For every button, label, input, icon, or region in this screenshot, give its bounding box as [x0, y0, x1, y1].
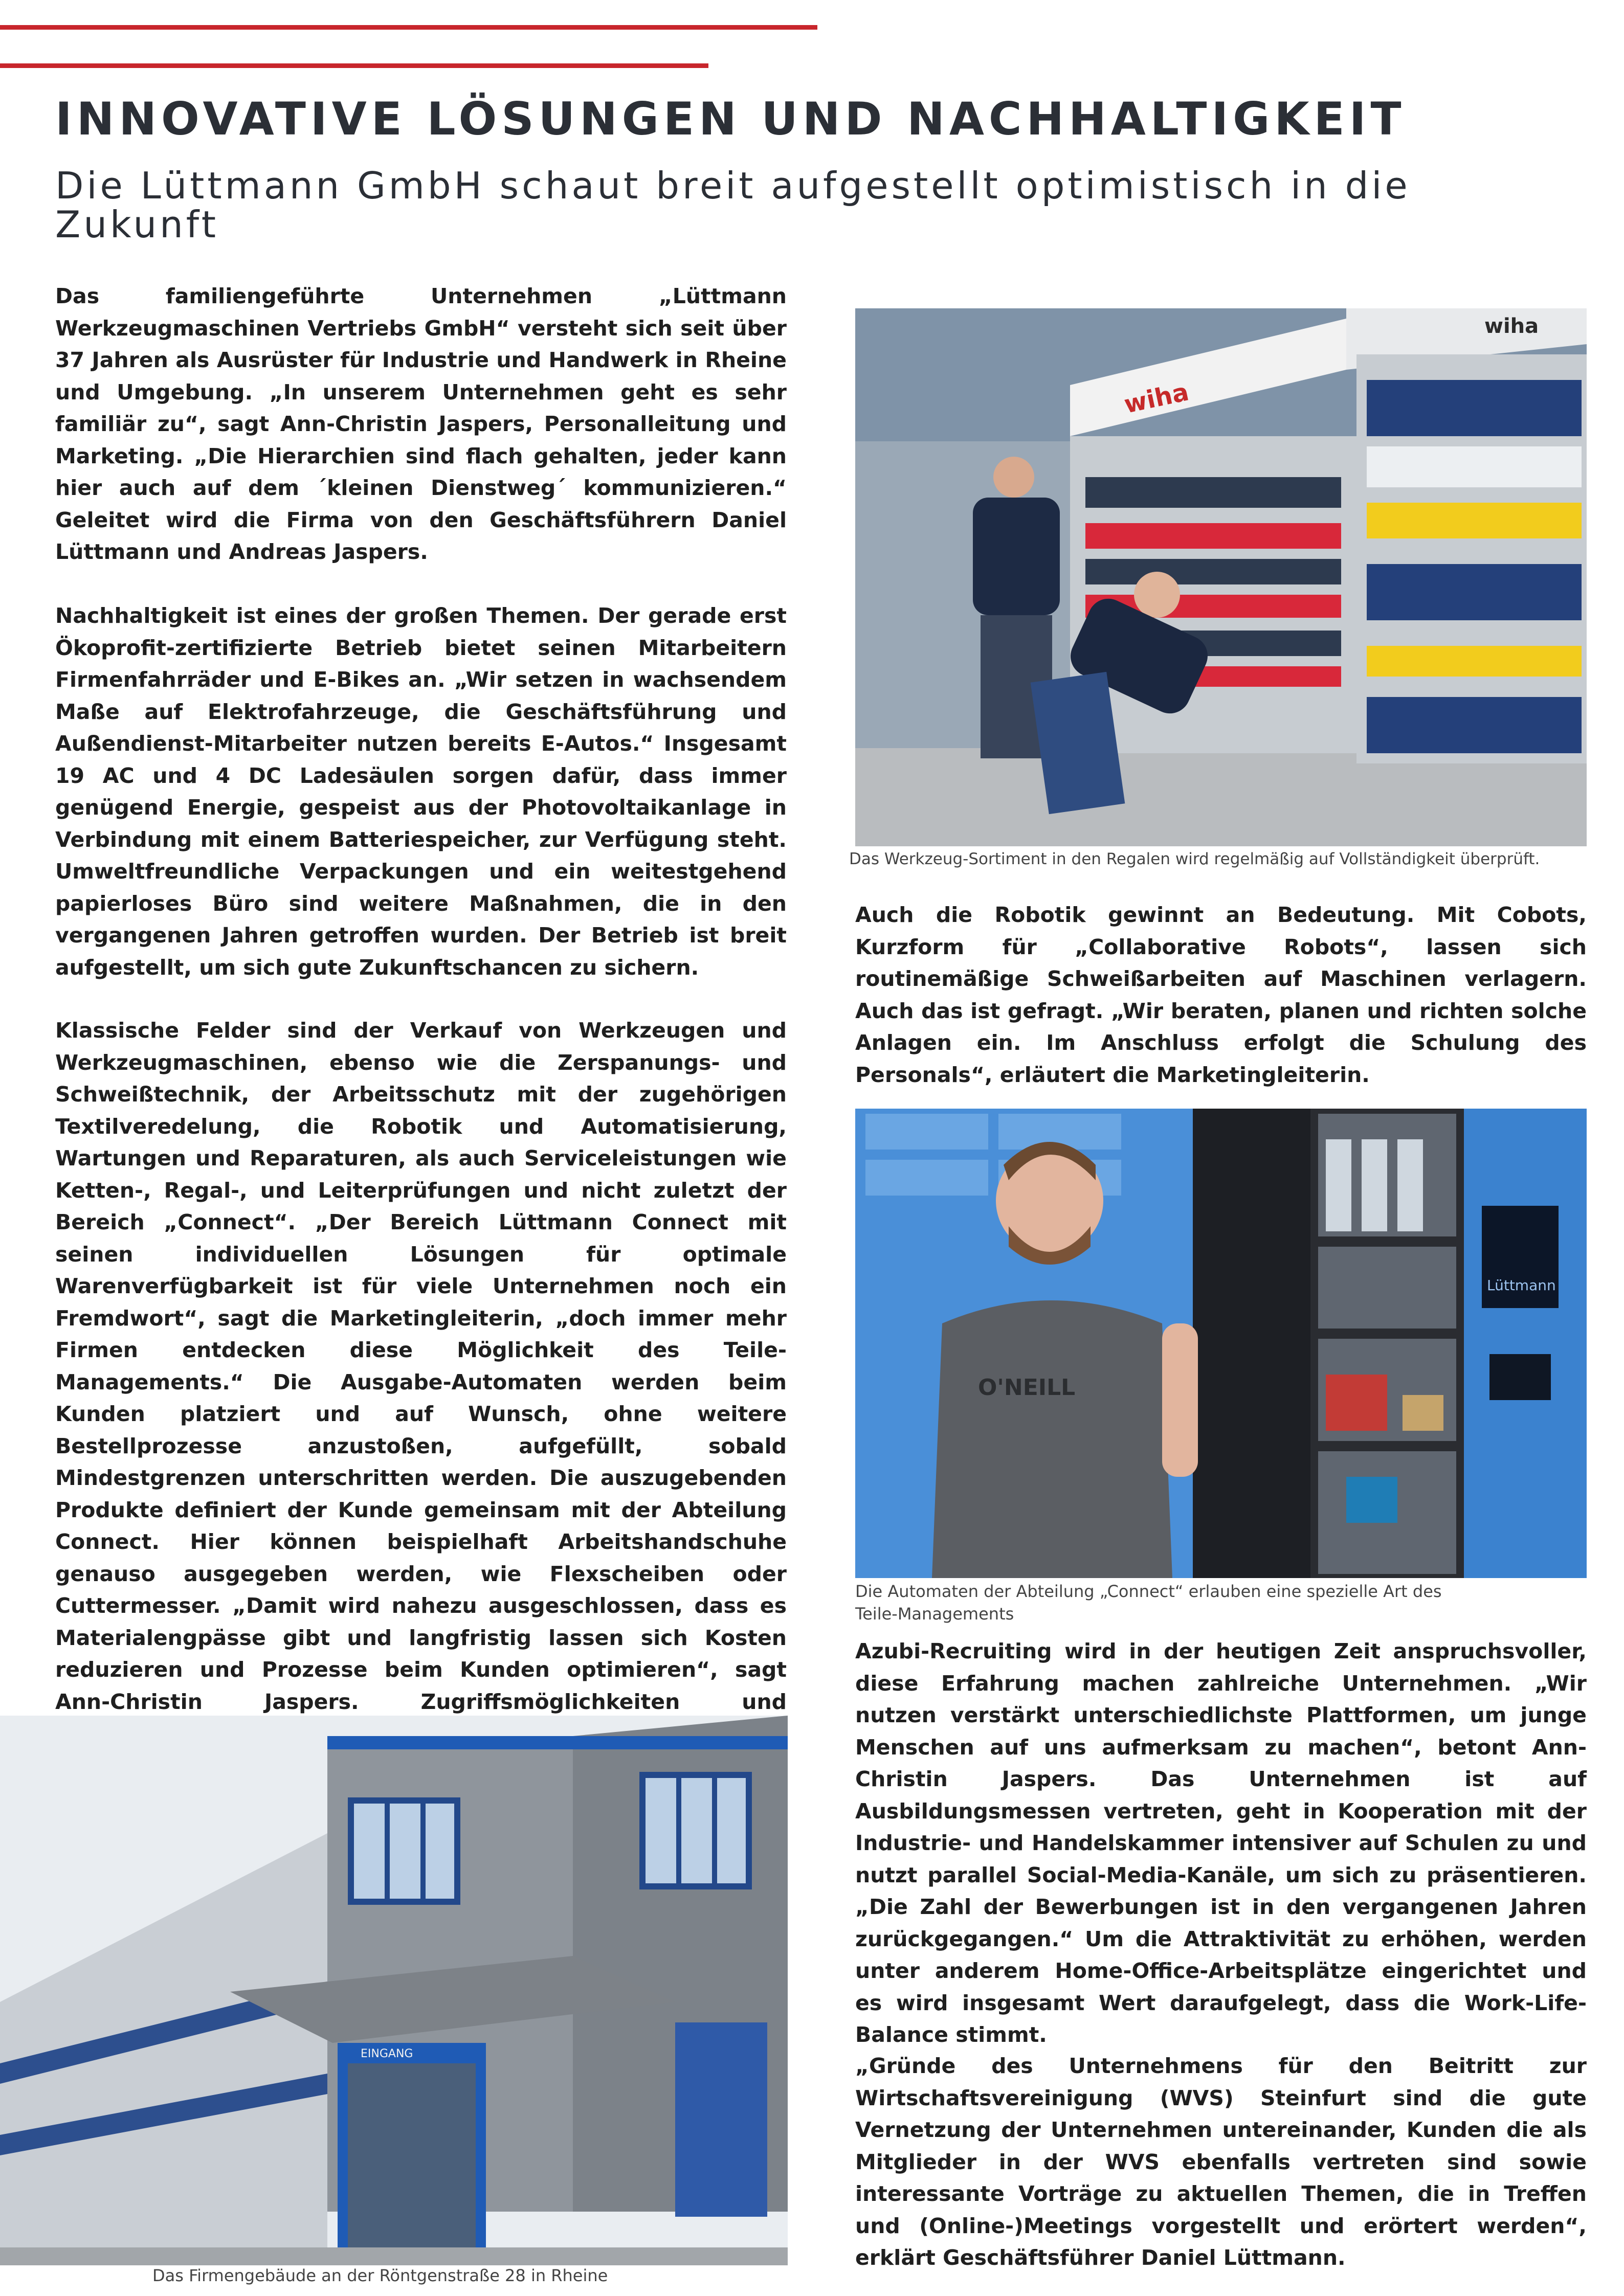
vending-machine-photo	[855, 1109, 1587, 1578]
article-paragraph-5: Azubi-Recruiting wird in der heutigen Zeit anspruchsvoller, diese Erfahrung machen zahlreiche Unternehmen. „Wir nutzen verstärkt unterschiedlichste Plattformen, um junge Menschen auf uns aufmerksam zu machen“, betont Ann-Christin Jaspers. Das Unternehmen ist auf Ausbildungsmessen vertreten, geht in Kooperation mit der Industrie- und Handelskammer intensiver auf Schulen zu und nutzt parallel Social-Media-Kanäle, um sich zu präsentieren. „Die Zahl der Bewerbungen ist in den vergangenen Jahren zurückgegangen.“ Um die Attraktivität zu erhöhen, werden unter anderem Home-Office-Arbeitsplätze eingerichtet und es wird insgesamt Wert daraufgelegt, dass die Work-Life-Balance stimmt.	[855, 1639, 1587, 2047]
building-caption: Das Firmengebäude an der Röntgenstraße 28 in Rheine	[152, 2266, 608, 2285]
article-paragraph-6: „Gründe des Unternehmens für den Beitritt zur Wirtschaftsvereinigung (WVS) Steinfurt sind die gute Vernetzung der Unternehmen untereinander, Kunden die als Mitglieder in der WVS ebenfalls vertreten sind sowie interessante Vorträge zu aktuellen Themen, die in Treffen und (Online-)Meetings vorgestellt und erörtert werden“, erklärt Geschäftsführer Daniel Lüttmann.	[855, 2054, 1587, 2270]
machine-screen-text: Lüttmann	[1487, 1277, 1556, 1294]
page-subtitle: Die Lüttmann GmbH schaut breit aufgestellt optimistisch in die Zukunft	[55, 164, 1411, 246]
wiha-sign-text-2: wiha	[1484, 314, 1539, 338]
article-paragraph-2: Nachhaltigkeit ist eines der großen Themen. Der gerade erst Ökoprofit-zertifizierte Betrieb bietet seinen Mitarbeitern Firmenfahrräder und E-Bikes an. „Wir setzen in wachsendem Maße auf Elektrofahrzeuge, die Geschäftsführung und Außendienst-Mitarbeiter nutzen bereits E-Autos.“ Insgesamt 19 AC und 4 DC Ladesäulen sorgen dafür, dass immer genügend Energie, gespeist aus der Photovoltaikanlage in Verbindung mit einem Batteriespeicher, zur Verfügung steht. Umweltfreundliche Verpackungen und ein weitestgehend papierloses Büro sind weitere Maßnahmen, die in den vergangenen Jahren getroffen wurden. Der Betrieb ist breit aufgestellt, um sich gute Zukunftschancen zu sichern.	[55, 603, 787, 980]
article-paragraph-1: Das familiengeführte Unternehmen „Lüttmann Werkzeugmaschinen Vertriebs GmbH“ versteht sich seit über 37 Jahren als Ausrüster für Industrie und Handwerk in Rheine und Umgebung. „In unserem Unternehmen geht es sehr familiär zu“, sagt Ann-Christin Jaspers, Personalleitung und Marketing. „Die Hierarchien sind flach gehalten, jeder kann hier auch auf dem ´kleinen Dienstweg´ kommunizieren.“ Geleitet wird die Firma von den Geschäftsführern Daniel Lüttmann und Andreas Jaspers.	[55, 284, 787, 564]
wiha-sign-text: wiha	[1121, 377, 1192, 419]
article-paragraph-3: Klassische Felder sind der Verkauf von Werkzeugen und Werkzeugmaschinen, ebenso wie die Zerspanungs- und Schweißtechnik, der Arbeitsschutz mit der zugehörigen Textilveredelung, die Robotik und Automatisierung, Wartungen und Reparaturen, als auch Serviceleistungen wie Ketten-, Regal-, und Leiterprüfungen und nicht zuletzt der Bereich „Connect“. „Der Bereich Lüttmann Connect mit seinen individuellen Lösungen für optimale Warenverfügbarkeit ist für viele Unternehmen noch ein Fremdwort“, sagt die Marketingleiterin, „doch immer mehr Firmen entdecken diese Möglichkeit des Teile-Managements.“ Die Ausgabe-Automaten werden beim Kunden platziert und auf Wunsch, ohne weitere Bestellprozesse anzustoßen, aufgefüllt, sobald Mindestgrenzen unterschritten werden. Die auszugebenden Produkte definiert der Kunde gemeinsam mit der Abteilung Connect. Hier können beispielhaft Arbeitshandschuhe genauso ausgegeben werden, wie Flexscheiben oder Cuttermesser. „Damit wird nahezu ausgeschlossen, dass es Materialengpässe gibt und langfristig lassen sich Kosten reduzieren und Prozesse beim Kunden optimieren“, sagt Ann-Christin Jaspers. Zugriffsmöglichkeiten und	[55, 1018, 787, 1714]
vending-caption-line-1: Die Automaten der Abteilung „Connect“ erlauben eine spezielle Art des	[855, 1582, 1442, 1601]
tool-shelves-caption: Das Werkzeug-Sortiment in den Regalen wird regelmäßig auf Vollständigkeit überprüft.	[849, 850, 1540, 868]
tool-shelves-photo	[855, 308, 1587, 846]
shirt-logo-text: O'NEILL	[978, 1375, 1076, 1401]
header-rule-top	[0, 25, 817, 30]
page-title: INNOVATIVE LÖSUNGEN UND NACHHALTIGKEIT	[55, 93, 1406, 145]
entrance-label: EINGANG	[361, 2047, 413, 2060]
article-paragraph-4: Auch die Robotik gewinnt an Bedeutung. Mit Cobots, Kurzform für „Collaborative Robots“, lassen sich routinemäßige Schweißarbeiten auf Maschinen verlagern. Auch das ist gefragt. „Wir beraten, planen und richten solche Anlagen ein. Im Anschluss erfolgt die Schulung des Personals“, erläutert die Marketingleiterin.	[855, 903, 1587, 1087]
vending-caption-line-2: Teile-Managements	[855, 1604, 1014, 1624]
header-rule-bottom	[0, 63, 708, 68]
company-building-photo	[0, 1716, 788, 2265]
